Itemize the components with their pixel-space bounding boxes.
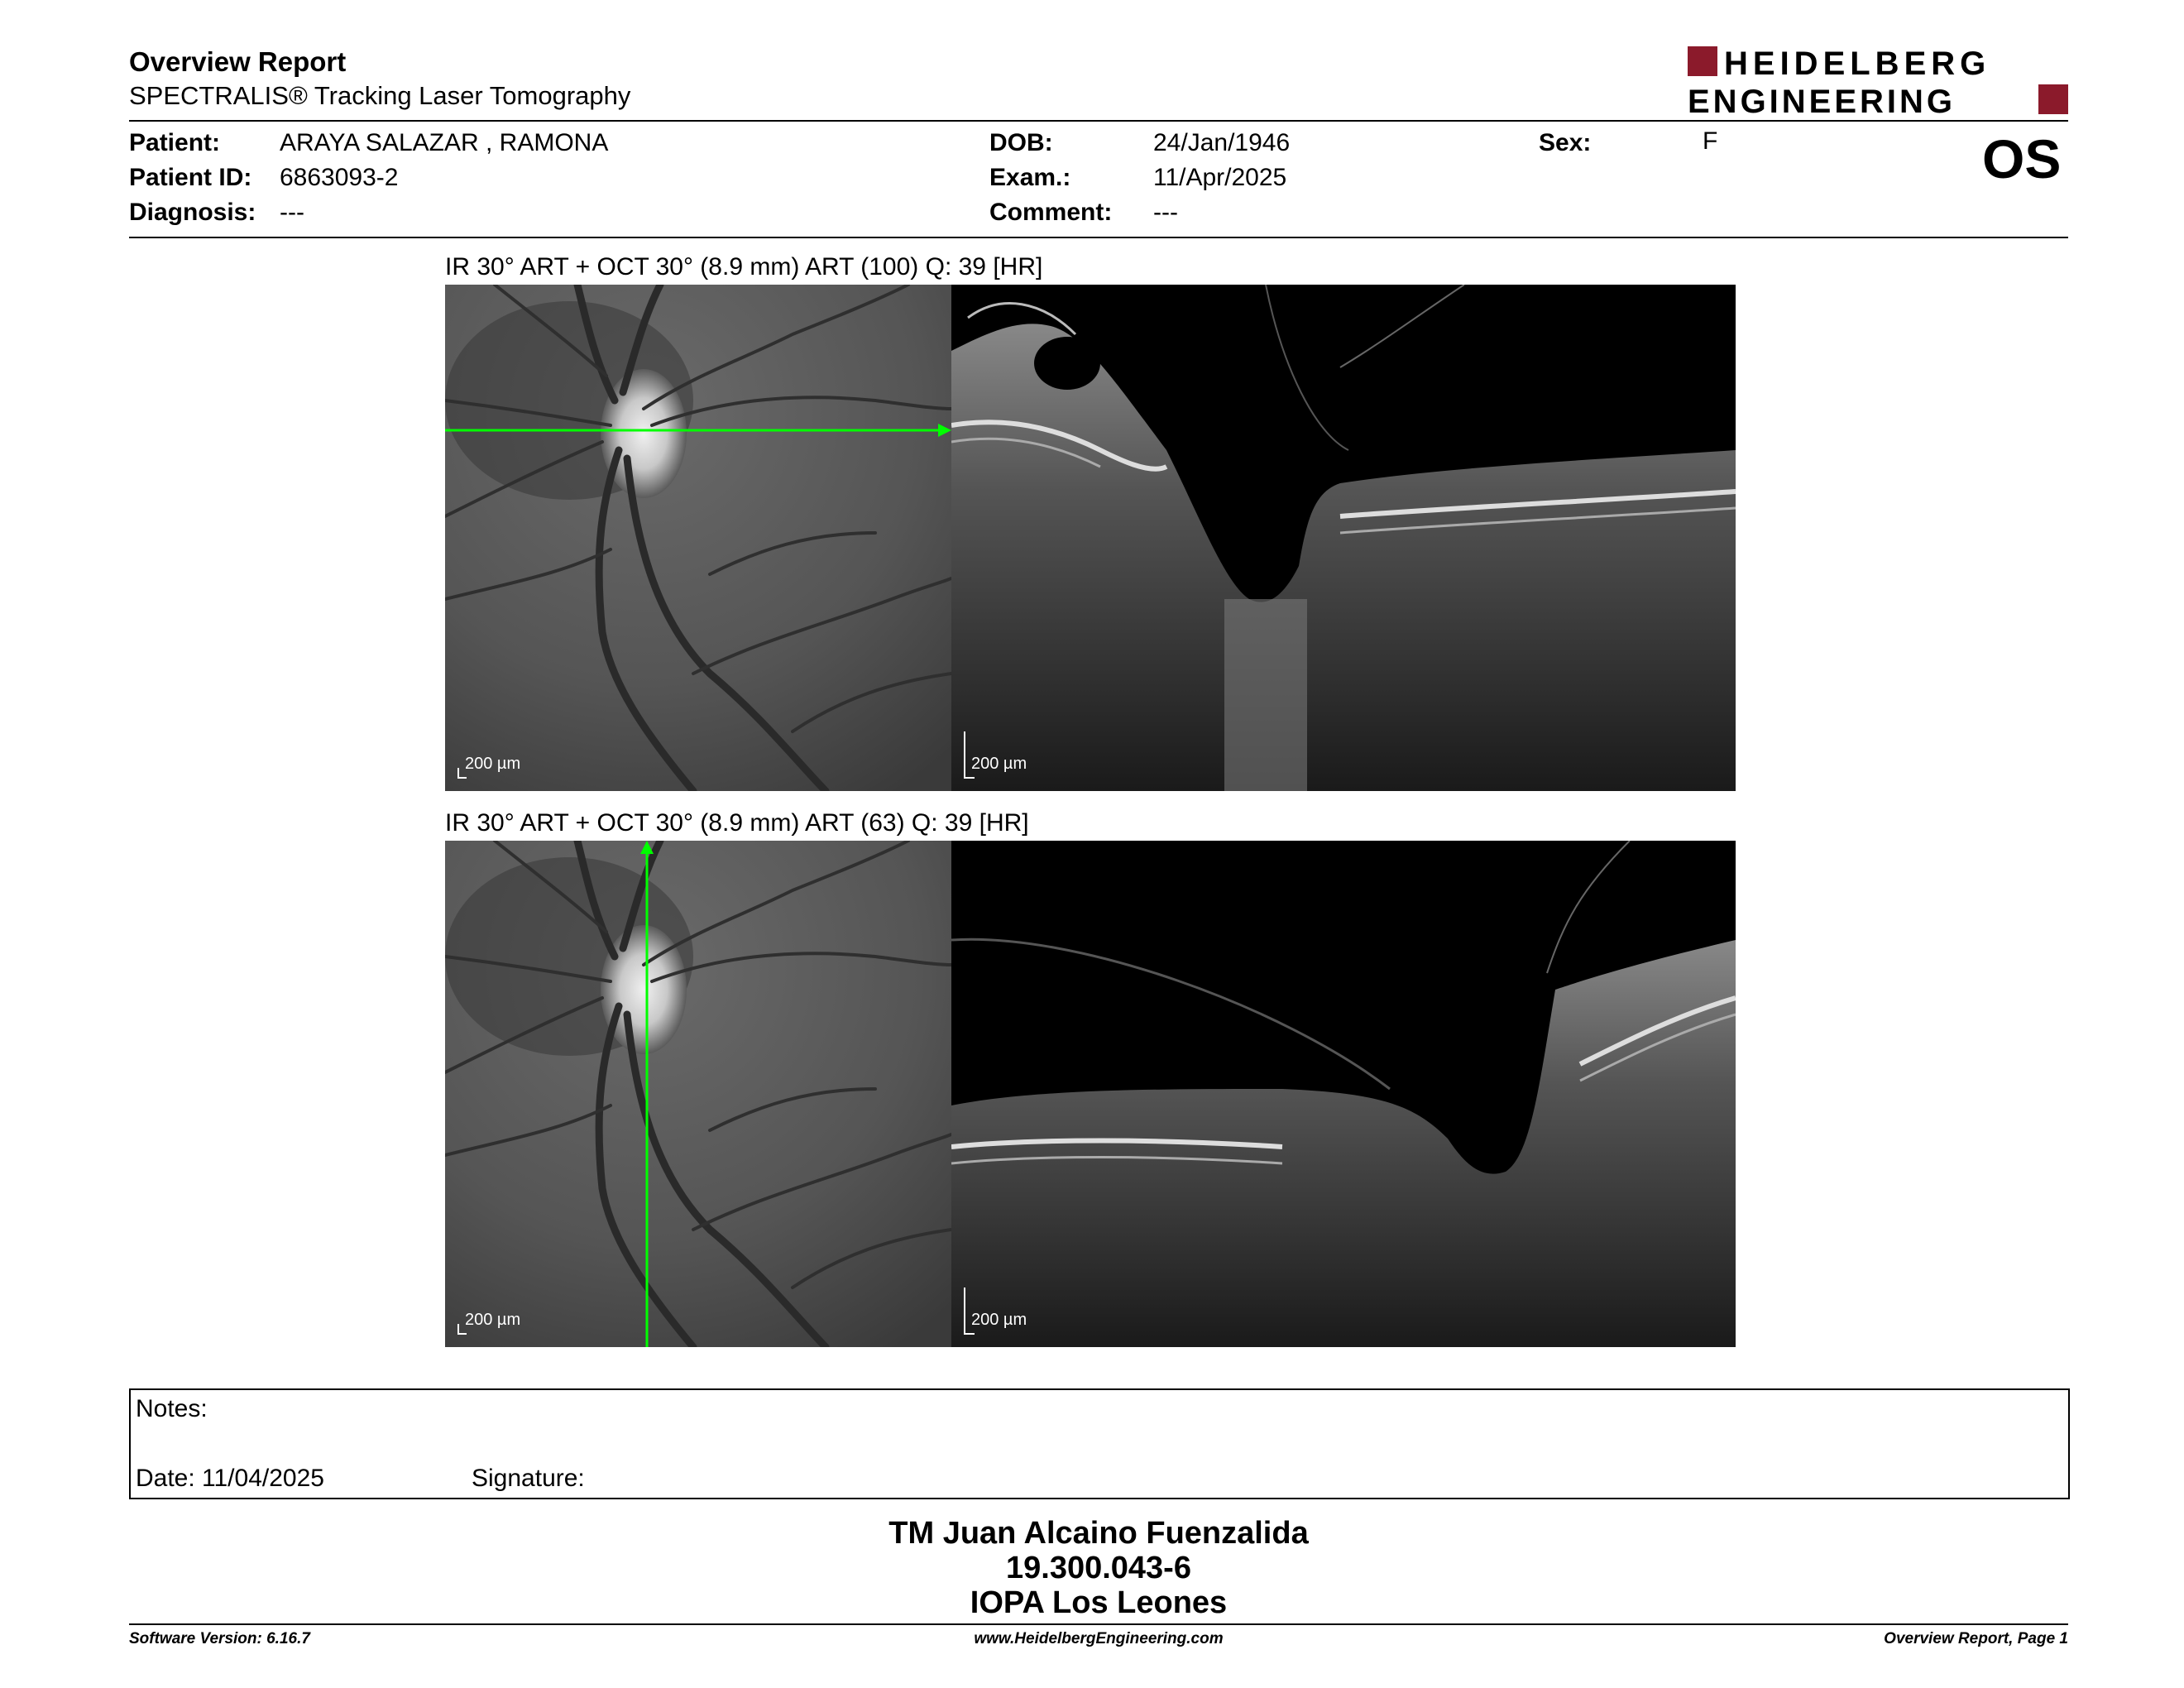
comment-label: Comment:: [989, 199, 1113, 226]
patient-name: ARAYA SALAZAR , RAMONA: [280, 129, 609, 156]
comment-value: ---: [1153, 199, 1178, 226]
signatory-name: TM Juan Alcaino Fuenzalida: [888, 1516, 1309, 1551]
notes-date: Date: 11/04/2025: [136, 1465, 324, 1492]
patient-label: Patient:: [129, 129, 221, 156]
header-rule: [129, 120, 2068, 122]
scan-1-oct-bscan-image: [951, 285, 1736, 791]
notes-label: Notes:: [136, 1395, 208, 1422]
notes-signature-label: Signature:: [472, 1465, 585, 1492]
scan-2-oct-scalebar: 200 µm: [971, 1311, 1027, 1329]
notes-box: [129, 1388, 2070, 1499]
patient-id: 6863093-2: [280, 164, 399, 191]
sex-label: Sex:: [1539, 129, 1592, 156]
scan-2-oct-bscan-image: [951, 841, 1736, 1347]
svg-text:HEIDELBERG: HEIDELBERG: [1724, 46, 1991, 82]
scan-1-title: IR 30° ART + OCT 30° (8.9 mm) ART (100) Q: 39 [HR]: [445, 253, 1043, 281]
dob-label: DOB:: [989, 129, 1053, 156]
scan-2-ir-scalebar: 200 µm: [465, 1311, 521, 1329]
sex-value: F: [1703, 127, 1718, 155]
dob-value: 24/Jan/1946: [1153, 129, 1291, 156]
diagnosis-label: Diagnosis:: [129, 199, 256, 226]
scan-1-ir-fundus-image: [445, 285, 951, 791]
eye-indicator: OS: [1982, 128, 2062, 189]
svg-text:ENGINEERING: ENGINEERING: [1688, 84, 1956, 117]
scan-2-ir-fundus-image: [445, 841, 951, 1347]
patient-id-label: Patient ID:: [129, 164, 252, 191]
patient-info-rule: [129, 237, 2068, 238]
heidelberg-logo: [1688, 45, 2068, 117]
signatory-institution: IOPA Los Leones: [970, 1585, 1228, 1620]
software-version: Software Version: 6.16.7: [129, 1630, 310, 1647]
footer-rule: [129, 1623, 2068, 1625]
diagnosis-value: ---: [280, 199, 304, 226]
website-link[interactable]: www.HeidelbergEngineering.com: [974, 1630, 1224, 1647]
signatory-rut: 19.300.043-6: [1006, 1551, 1191, 1585]
exam-label: Exam.:: [989, 164, 1071, 191]
scan-1-oct-scalebar: 200 µm: [971, 755, 1027, 773]
report-subtitle: SPECTRALIS® Tracking Laser Tomography: [129, 81, 631, 110]
page-indicator: Overview Report, Page 1: [1884, 1630, 2068, 1647]
report-title: Overview Report: [129, 46, 347, 77]
scan-1-ir-scalebar: 200 µm: [465, 755, 521, 773]
scan-2-title: IR 30° ART + OCT 30° (8.9 mm) ART (63) Q: 39 [HR]: [445, 809, 1029, 837]
exam-value: 11/Apr/2025: [1153, 164, 1287, 191]
